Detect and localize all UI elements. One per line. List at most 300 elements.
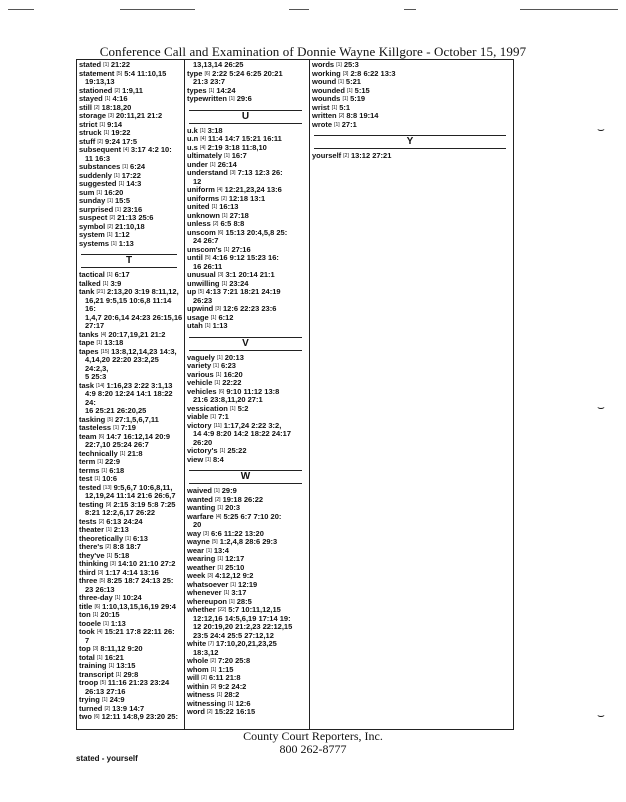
entry-word: wayne (187, 537, 210, 546)
entry-refs: 6:17 (114, 270, 130, 279)
entry-count: [1] (224, 153, 230, 159)
entry-refs: 27:17 (85, 321, 105, 330)
entry-word: victory (187, 420, 212, 430)
entry-word: sunday (79, 196, 106, 205)
entry-refs: 16:21 (104, 652, 124, 662)
index-column-3 (312, 61, 512, 161)
entry-refs: 12 (193, 176, 202, 186)
entry-word: warfare (187, 511, 214, 521)
entry-refs: 21:6 23:8,11,20 27:1 (193, 395, 263, 404)
entry-word: united (187, 202, 210, 211)
margin-mark: ⌣ (597, 122, 605, 136)
entry-refs: 24:9 (109, 695, 125, 704)
entry-count: [1] (199, 127, 206, 134)
entry-count: [6] (94, 603, 100, 610)
entry-refs: 2:15 3:19 5:8 7:25 (113, 499, 176, 509)
entry-refs: 26:14 (217, 159, 237, 169)
entry-count: [3] (215, 306, 221, 312)
entry-word: team (79, 431, 97, 441)
entry-count: [1] (217, 354, 223, 361)
entry-count: [4] (96, 629, 103, 635)
entry-word: whether (187, 605, 216, 614)
entry-refs: 8:4 (213, 454, 224, 464)
entry-refs: 7:1 (218, 412, 229, 421)
entry-refs: 20:15 (100, 610, 120, 619)
page-range-label: stated - yourself (76, 754, 138, 763)
index-entry (79, 713, 183, 722)
entry-word: troop (79, 678, 99, 687)
entry-count: [2] (338, 113, 345, 119)
entry-word: suggested (79, 179, 117, 188)
entry-count: [1] (103, 62, 109, 68)
page-title: Conference Call and Examination of Donnie Wayne Killgore - October 15, 1997 (99, 44, 527, 59)
entry-count: [1] (222, 212, 228, 219)
entry-refs: 29:6 (236, 94, 252, 103)
entry-refs: 6:13 (132, 533, 148, 543)
entry-count: [2] (201, 675, 207, 681)
entry-count: [1] (210, 314, 217, 321)
entry-count: [1] (103, 130, 110, 136)
entry-count: [2] (105, 544, 111, 550)
entry-refs: 5:7 10:11,12,15 (228, 605, 281, 614)
entry-refs: 12,19,24 11:14 21:6 26:6,7 (85, 491, 176, 500)
entry-word: total (79, 652, 95, 662)
entry-word: talked (79, 278, 101, 288)
entry-count: [6] (204, 70, 211, 77)
entry-refs: 16:7 (231, 151, 247, 160)
entry-refs: 8:8 19:14 (346, 111, 379, 120)
entry-word: turned (79, 703, 103, 713)
entry-refs: 22:7,10 25:24 26:7 (85, 440, 149, 449)
entry-count: [3] (217, 272, 224, 278)
entry-count: [5] (116, 70, 123, 77)
entry-count: [5] (99, 578, 105, 584)
entry-count: [6] (98, 433, 105, 440)
entry-refs: 7:13 12:3 26: (237, 168, 283, 177)
entry-word: up (187, 287, 197, 296)
entry-refs: 29:9 (221, 486, 237, 495)
entry-word: unusual (187, 270, 216, 279)
scan-rule (120, 9, 195, 10)
entry-count: [3] (342, 70, 349, 77)
entry-refs: 1:10,13,15,16,19 29:4 (102, 601, 176, 611)
entry-refs: 2:13 (113, 525, 129, 534)
entry-word: yourself (312, 151, 342, 160)
footer-phone: 800 262-8777 (279, 742, 347, 756)
entry-count: [2] (214, 496, 221, 503)
entry-refs: 25:10 (225, 562, 245, 572)
entry-count: [1] (227, 700, 234, 707)
scan-rule (289, 9, 309, 10)
entry-word: whatsoever (187, 579, 229, 589)
entry-word: stayed (79, 94, 103, 103)
index-entry (79, 501, 183, 518)
letter-header: V (189, 337, 302, 351)
index-entry (79, 70, 183, 87)
entry-count: [1] (216, 692, 223, 698)
entry-count: [1] (101, 697, 108, 703)
entry-refs: 18:3,12 (193, 647, 219, 657)
entry-count: [3] (207, 573, 214, 579)
entry-count: [5] (212, 539, 218, 545)
entry-count: [1] (206, 547, 212, 554)
entry-refs: 6:13 24:24 (106, 516, 143, 526)
entry-refs: 16 26:11 (193, 261, 223, 271)
index-entry (79, 679, 183, 696)
entry-word: unwilling (187, 278, 220, 288)
index-entry (187, 70, 308, 87)
entry-refs: 1:16,23 2:22 3:1,13 (106, 380, 173, 390)
entry-count: [1] (96, 340, 103, 346)
index-entry (187, 288, 308, 305)
entry-refs: 6:24 (130, 162, 146, 171)
entry-word: whenever (187, 588, 222, 597)
entry-refs: 2:8 6:22 13:3 (350, 68, 396, 78)
entry-count: [1] (217, 564, 224, 571)
entry-count: [1] (229, 96, 235, 102)
index-entry (187, 229, 308, 246)
index-entry (79, 348, 183, 382)
entry-word: tape (79, 338, 95, 347)
entry-word: word (187, 707, 205, 716)
entry-count: [4] (215, 513, 222, 520)
entry-word: understand (187, 168, 228, 177)
entry-word: took (79, 627, 95, 636)
entry-count: [1] (104, 96, 111, 102)
entry-word: tooele (79, 618, 102, 628)
entry-word: usage (187, 312, 209, 322)
entry-refs: 9:14 (107, 119, 123, 129)
entry-refs: 21:13 25:6 (117, 213, 154, 222)
entry-refs: 12:12,16 14:5,6,19 17:14 19: (193, 613, 291, 623)
entry-refs: 29:8 (123, 669, 139, 679)
index-entry (187, 322, 308, 331)
entry-refs: 8:8 18:7 (113, 542, 141, 551)
entry-refs: 16 25:21 26:20,25 (85, 406, 147, 415)
entry-word: way (187, 528, 202, 538)
entry-word: unless (187, 219, 211, 228)
entry-word: vessication (187, 403, 228, 413)
entry-count: [1] (118, 181, 125, 187)
index-entry (187, 314, 308, 323)
entry-word: thinking (79, 559, 109, 568)
entry-refs: 23:24 (229, 278, 249, 288)
entry-refs: 5:4 11:10,15 (124, 68, 167, 78)
entry-word: tasking (79, 414, 106, 424)
entry-word: third (79, 567, 96, 577)
entry-word: week (187, 571, 206, 580)
entry-count: [2] (98, 518, 105, 525)
entry-count: [2] (109, 215, 116, 221)
entry-count: [1] (217, 505, 223, 511)
entry-refs: 23 26:13 (85, 584, 115, 594)
entry-count: [5] (198, 289, 204, 295)
entry-count: [1] (210, 414, 216, 420)
entry-word: unknown (187, 210, 220, 220)
entry-count: [1] (214, 380, 221, 386)
entry-word: words (312, 60, 335, 69)
entry-refs: 1:17 4:14 13:16 (105, 567, 159, 577)
index-table (76, 59, 514, 730)
entry-count: [1] (119, 450, 126, 457)
index-entry (187, 606, 308, 640)
entry-word: uniform (187, 185, 215, 194)
index-entry (187, 708, 308, 717)
entry-refs: 13,13,14 26:25 (193, 60, 244, 69)
index-column-2 (187, 61, 308, 717)
index-entry (187, 456, 308, 465)
entry-refs: 17:10,20,21,23,25 (215, 639, 277, 648)
entry-word: whole (187, 656, 209, 665)
entry-refs: 1:2,4,8 28:6 29:3 (219, 537, 278, 546)
entry-count: [1] (223, 590, 230, 596)
entry-count: [4] (100, 331, 107, 338)
entry-refs: 19:22 (111, 128, 131, 137)
entry-refs: 21:22 (110, 60, 131, 69)
entry-word: three (79, 576, 98, 585)
entry-count: [3] (229, 170, 236, 176)
entry-refs: 5:2 (237, 403, 249, 413)
index-entry (79, 433, 183, 450)
entry-count: [1] (99, 121, 105, 128)
entry-word: waived (187, 486, 213, 495)
entry-refs: 7:19 (120, 423, 136, 432)
entry-word: types (187, 85, 207, 95)
entry-word: view (187, 454, 204, 464)
entry-count: [1] (106, 552, 113, 559)
index-entry (79, 577, 183, 594)
index-entry (312, 152, 512, 161)
entry-word: witness (187, 690, 215, 699)
entry-refs: 5:15 (354, 85, 370, 95)
entry-word: tapes (79, 346, 99, 356)
entry-refs: 19:13,13 (85, 77, 115, 86)
entry-count: [1] (215, 371, 222, 378)
entry-word: wound (312, 77, 337, 86)
entry-refs: 10:24 (122, 593, 142, 602)
entry-count: [1] (97, 459, 103, 465)
entry-word: storage (79, 111, 107, 120)
entry-word: terms (79, 465, 100, 475)
entry-word: symbol (79, 221, 106, 231)
entry-refs: 27:18 (229, 210, 249, 220)
entry-word: top (79, 644, 91, 653)
entry-refs: 22:9 (105, 457, 121, 466)
entry-word: white (187, 639, 207, 648)
entry-word: subsequent (79, 145, 122, 154)
entry-count: [7] (208, 641, 214, 647)
scan-rule (404, 9, 416, 10)
index-entry (187, 447, 308, 456)
entry-word: term (79, 457, 96, 466)
letter-header: U (189, 110, 302, 124)
entry-word: technically (79, 448, 118, 458)
entry-count: [13] (103, 484, 112, 491)
entry-refs: 16,21 9:5,15 10:6,8 11:14 16: (85, 295, 172, 313)
entry-refs: 12:21,23,24 13:6 (224, 185, 282, 194)
entry-refs: 19:18 26:22 (222, 494, 264, 504)
entry-word: task (79, 380, 95, 390)
entry-word: various (187, 369, 214, 379)
entry-count: [1] (347, 87, 353, 94)
entry-refs: 15:21 17:8 22:11 26: (104, 627, 175, 636)
entry-count: [4] (123, 147, 129, 153)
entry-word: type (187, 68, 203, 78)
entry-refs: 9:5,6,7 10:6,8,11, (113, 482, 173, 492)
entry-count: [1] (208, 87, 215, 94)
entry-count: [1] (336, 62, 342, 68)
entry-refs: 4:16 (112, 94, 128, 103)
entry-refs: 20:3 (225, 503, 241, 512)
entry-refs: 14:3 (126, 179, 142, 188)
entry-count: [4] (199, 144, 206, 151)
entry-count: [1] (111, 240, 117, 247)
entry-count: [1] (229, 405, 236, 412)
entry-refs: 4:12,12 9:2 (215, 571, 254, 580)
entry-count: [1] (102, 280, 109, 287)
index-entry (79, 288, 183, 331)
entry-refs: 13:15 (116, 661, 136, 670)
entry-refs: 3:9 (110, 278, 122, 288)
entry-count: [1] (94, 476, 100, 482)
entry-count: [1] (213, 363, 219, 369)
entry-count: [1] (106, 272, 113, 278)
entry-word: wrote (312, 119, 333, 129)
entry-refs: 9:2 24:2 (218, 681, 247, 691)
index-entry (312, 121, 512, 130)
entry-refs: 14:24 (216, 85, 236, 95)
entry-refs: 25:22 (227, 446, 247, 455)
entry-count: [2] (210, 683, 217, 690)
entry-refs: 6:23 (220, 361, 236, 370)
entry-count: [1] (334, 121, 340, 128)
entry-word: still (79, 102, 92, 112)
entry-refs: 11:16 21:23 23:24 (107, 678, 170, 687)
entry-refs: 8:11,12 9:20 (100, 644, 143, 653)
entry-count: [2] (210, 658, 216, 664)
entry-word: sum (79, 187, 95, 197)
entry-refs: 8:25 18:7 24:13 25: (107, 576, 174, 585)
entry-count: [1] (221, 280, 228, 287)
index-entry (187, 254, 308, 271)
entry-count: [1] (92, 612, 99, 618)
entry-refs: 5:19 (350, 94, 366, 103)
entry-count: [1] (106, 527, 112, 533)
entry-word: suspect (79, 213, 108, 222)
entry-refs: 12:18 13:1 (228, 193, 266, 203)
entry-refs: 16:20 (223, 369, 243, 379)
entry-word: vehicle (187, 378, 213, 387)
entry-refs: 27:1 (341, 119, 357, 129)
entry-count: [1] (204, 323, 211, 329)
entry-count: [1] (122, 164, 128, 170)
entry-refs: 4,14,20 22:20 23:2,25 24:2,3, (85, 355, 159, 373)
entry-word: witnessing (187, 698, 226, 708)
entry-count: [5] (107, 416, 113, 423)
entry-count: [1] (106, 232, 113, 238)
column-divider (184, 60, 185, 729)
entry-refs: 12:6 (235, 698, 251, 708)
entry-word: viable (187, 412, 209, 421)
entry-count: [5] (100, 680, 106, 686)
entry-word: u.k (187, 125, 198, 135)
entry-count: [1] (115, 206, 121, 213)
entry-refs: 26:20 (193, 437, 213, 447)
entry-count: [1] (342, 96, 348, 102)
entry-refs: 21:10,18 (115, 221, 145, 231)
entry-word: tactical (79, 270, 105, 279)
entry-refs: 18:18,20 (101, 102, 132, 112)
entry-word: u.n (187, 134, 199, 143)
entry-word: test (79, 474, 93, 483)
entry-refs: 11 16:3 (85, 153, 111, 163)
entry-refs: 20:17,19,21 21:2 (108, 329, 166, 339)
entry-count: [1] (114, 172, 120, 179)
entry-refs: 13:9 14:7 (112, 703, 145, 713)
footer-company: County Court Reporters, Inc. (243, 729, 383, 743)
entry-refs: 6:12 (218, 312, 234, 322)
index-entry (187, 513, 308, 530)
entry-word: trying (79, 695, 100, 704)
entry-count: [1] (96, 189, 103, 196)
entry-count: [1] (223, 246, 230, 253)
entry-refs: 17:22 (121, 170, 141, 180)
entry-refs: 23:5 24:4 25:5 27:12,12 (193, 630, 274, 640)
entry-count: [1] (115, 671, 122, 678)
index-entry (79, 382, 183, 416)
entry-count: [2] (207, 709, 213, 715)
entry-word: working (312, 68, 341, 78)
entry-word: stuff (79, 136, 96, 146)
entry-word: tasteless (79, 423, 112, 432)
entry-count: [6] (218, 388, 225, 395)
entry-count: [1] (113, 425, 119, 431)
entry-word: training (79, 661, 107, 670)
index-entry (187, 388, 308, 405)
entry-word: will (187, 673, 200, 682)
entry-count: [1] (103, 620, 109, 627)
entry-count: [22] (217, 607, 227, 613)
entry-count: [9] (105, 501, 112, 508)
entry-count: [2] (343, 153, 349, 159)
entry-refs: 12:17 (225, 554, 245, 563)
entry-refs: 14:7 16:12,14 20:9 (106, 431, 171, 441)
entry-count: [6] (217, 229, 224, 236)
entry-word: vehicles (187, 386, 217, 396)
scan-rule (520, 9, 618, 10)
entry-word: typewritten (187, 94, 228, 103)
margin-mark: ⌣ (597, 400, 605, 414)
entry-word: testing (79, 499, 104, 509)
entry-word: wounds (312, 94, 341, 103)
entry-refs: 2:19 3:18 11:8,10 (207, 142, 267, 152)
index-entry (187, 169, 308, 186)
index-entry (187, 666, 308, 675)
entry-refs: 23:16 (122, 204, 143, 214)
entry-count: [1] (210, 666, 217, 673)
entry-count: [3] (110, 561, 116, 567)
entry-refs: 1:17,24 2:22 3:2, (223, 420, 282, 430)
entry-count: [2] (114, 87, 120, 94)
entry-word: system (79, 230, 105, 239)
entry-word: wear (187, 545, 205, 555)
entry-count: [14] (96, 382, 105, 389)
entry-refs: 1:13 (110, 618, 126, 628)
entry-word: within (187, 681, 209, 691)
entry-word: ultimately (187, 151, 223, 160)
entry-word: variety (187, 361, 212, 370)
entry-word: theater (79, 525, 105, 534)
